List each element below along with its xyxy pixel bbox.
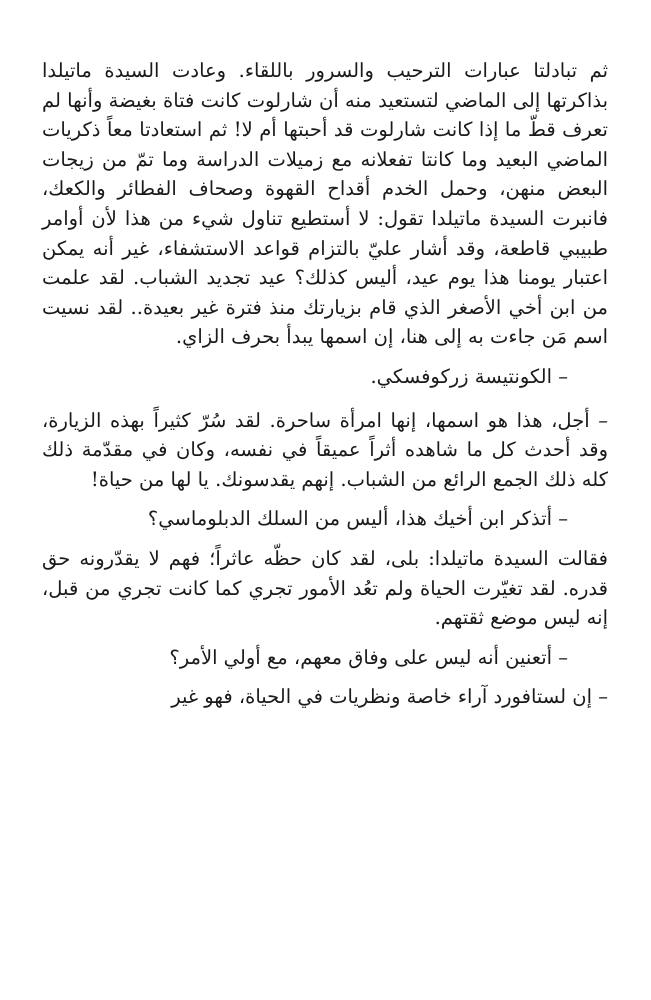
dialogue-disagreement-question: – أتعنين أنه ليس على وفاق معهم، مع أولي الأمر؟ — [169, 645, 568, 669]
paragraph-intro: ثم تبادلتا عبارات الترحيب والسرور باللقاء. وعادت السيدة ماتيلدا بذاكرتها إلى الماضي لتستعيد منه أن شارلوت كانت فتاة بغيضة وأنها لم تعرف قطّ ما إذا كانت شارلوت قد أحبتها أم لا! ثم استعادتا معاً ذكريات الماضي البعيد وما كانتا تفعلانه مع زميلات الدراسة وما تمّ من زيجات البعض منهن، وحمل الخدم أقداح القهوة وصحاف الفطائر والكعك، فانبرت السيدة ماتيلدا تقول: لا أستطيع تناول شيء من هذا لأن أوامر طبيبي قاطعة، وقد أشار عليّ بالتزام قواعد الاستشفاء، غير أنه يمكن اعتبار يومنا هذا يوم عيد، أليس كذلك؟ عيد تجديد الشباب. لقد علمت من ابن أخي الأصغر الذي قام بزيارتك منذ فترة غير بعيدة.. لقد نسيت اسم مَن جاءت به إلى هنا، إن اسمها يبدأ بحرف الزاي. — [42, 59, 608, 349]
dialogue-countess-name: – الكونتيسة زركوفسكي. — [370, 364, 568, 388]
dialogue-diplomatic-question: – أتذكر ابن أخيك هذا، أليس من السلك الدبلوماسي؟ — [147, 507, 568, 531]
book-page — [42, 56, 608, 712]
paragraph-matilda-reply: فقالت السيدة ماتيلدا: بلى، لقد كان حظّه عاثراً؛ فهم لا يقدّرونه حق قدره. لقد تغيّرت الحياة ولم تعُد الأمور تجري كما كانت تجري من قبل، إنه ليس موضع ثقتهم. — [42, 546, 608, 630]
dialogue-stafford-views: – إن لستافورد آراء خاصة ونظريات في الحياة، فهو غير — [171, 685, 608, 709]
dialogue-charming-woman: – أجل، هذا هو اسمها، إنها امرأة ساحرة. لقد سُرّ كثيراً بهذه الزيارة، وقد أحدث كل ما شاهده أثراً عميقاً في نفسه، وكان في مقدّمة ذلك كله ذلك الجمع الرائع من الشباب. إنهم يقدسونك. يا لها من حياة! — [42, 408, 608, 491]
